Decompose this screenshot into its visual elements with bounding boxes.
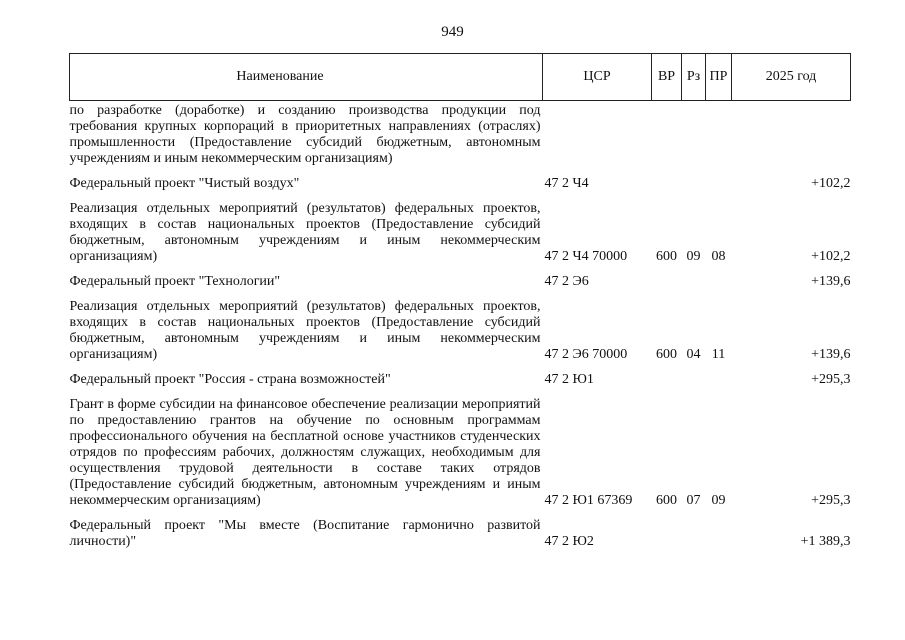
row-rz xyxy=(682,509,706,550)
row-name: Федеральный проект "Мы вместе (Воспитание гармонично развитой личности)" xyxy=(69,518,541,549)
header-year: 2025 год xyxy=(732,54,851,101)
row-rz xyxy=(682,167,706,192)
row-vr xyxy=(652,167,682,192)
row-csr: 47 2 Ч4 xyxy=(544,176,589,191)
row-amount: +102,2 xyxy=(811,249,851,264)
row-rz: 09 xyxy=(686,249,701,264)
row-rz xyxy=(682,101,706,168)
row-csr: 47 2 Э6 70000 xyxy=(544,347,628,362)
row-csr: 47 2 Ю1 67369 xyxy=(544,493,633,508)
table-row xyxy=(70,167,851,192)
row-csr: 47 2 Ю2 xyxy=(544,534,594,549)
row-rz: 04 xyxy=(686,347,701,362)
row-pr xyxy=(706,265,732,290)
page-number: 949 xyxy=(441,24,464,40)
row-pr xyxy=(706,363,732,388)
row-amount xyxy=(732,101,851,168)
header-name: Наименование xyxy=(70,54,543,101)
budget-table xyxy=(69,53,851,550)
header-csr: ЦСР xyxy=(543,54,652,101)
row-name: Федеральный проект "Чистый воздух" xyxy=(69,176,300,191)
row-amount: +1 389,3 xyxy=(800,534,851,549)
row-vr xyxy=(652,265,682,290)
row-name: Федеральный проект "Россия - страна возможностей" xyxy=(69,372,391,387)
row-csr: 47 2 Ю1 xyxy=(544,372,594,387)
row-amount: +102,2 xyxy=(811,176,851,191)
row-pr xyxy=(706,509,732,550)
header-pr: ПР xyxy=(706,54,732,101)
row-rz xyxy=(682,363,706,388)
row-pr: 08 xyxy=(711,249,726,264)
row-name: Реализация отдельных мероприятий (результатов) федеральных проектов, входящих в состав национальных проектов (Предоставление субсидий бюджетным, автономным учреждениям и иным некоммерческим организациям) xyxy=(69,201,541,264)
row-name: Федеральный проект "Технологии" xyxy=(69,274,281,289)
row-csr xyxy=(543,101,652,168)
row-amount: +295,3 xyxy=(811,493,851,508)
header-vr: ВР xyxy=(652,54,682,101)
row-pr xyxy=(706,167,732,192)
row-pr: 09 xyxy=(711,493,726,508)
row-pr xyxy=(706,101,732,168)
row-amount: +139,6 xyxy=(811,274,851,289)
row-vr: 600 xyxy=(656,249,677,264)
table-row xyxy=(70,101,851,168)
header-rz: Рз xyxy=(682,54,706,101)
row-amount: +139,6 xyxy=(811,347,851,362)
table-row xyxy=(70,265,851,290)
table-row xyxy=(70,192,851,265)
row-vr xyxy=(652,101,682,168)
row-name: Грант в форме субсидии на финансовое обеспечение реализации мероприятий по предоставлению грантов на обучение по основным программам профессионального обучения на бесплатной основе участников студенческих отрядов по профессиям рабочих, должностям служащих, необходимым для осуществления трудовой деятельности в составе таких отрядов (Предоставление субсидий бюджетным, автономным учреждениям и иным некоммерческим организациям) xyxy=(69,397,541,508)
table-row xyxy=(70,509,851,550)
row-vr xyxy=(652,509,682,550)
row-csr: 47 2 Э6 xyxy=(544,274,589,289)
row-vr: 600 xyxy=(656,347,677,362)
table-row xyxy=(70,290,851,363)
table-header xyxy=(70,54,851,101)
table-row xyxy=(70,363,851,388)
row-rz xyxy=(682,265,706,290)
row-name: по разработке (доработке) и созданию производства продукции под требования крупных корпораций в приоритетных направлениях (отраслях) промышленности (Предоставление субсидий бюджетным, автономным учреждениям и иным некоммерческим организациям) xyxy=(69,103,541,166)
row-name: Реализация отдельных мероприятий (результатов) федеральных проектов, входящих в состав национальных проектов (Предоставление субсидий бюджетным, автономным учреждениям и иным некоммерческим организациям) xyxy=(69,299,541,362)
row-amount: +295,3 xyxy=(811,372,851,387)
table-row xyxy=(70,388,851,509)
row-vr xyxy=(652,363,682,388)
row-rz: 07 xyxy=(686,493,701,508)
row-vr: 600 xyxy=(656,493,677,508)
row-pr: 11 xyxy=(711,347,726,362)
row-csr: 47 2 Ч4 70000 xyxy=(544,249,628,264)
